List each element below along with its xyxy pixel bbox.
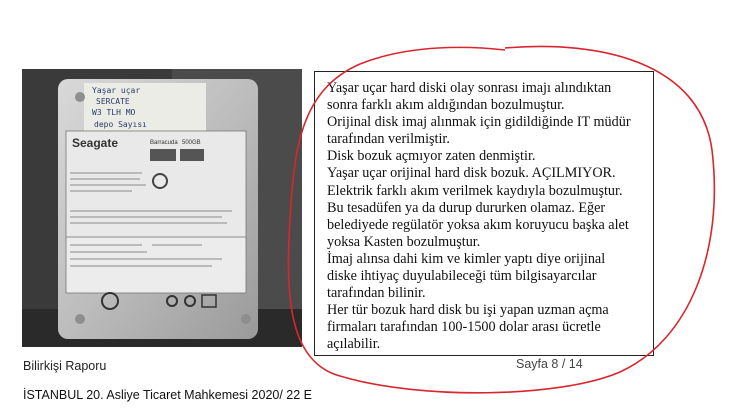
page-number: Sayfa 8 / 14	[516, 357, 583, 371]
text-line: Orijinal disk imaj alınmak için gidildiğinde IT müdür	[327, 114, 631, 131]
brand-logo: Seagate	[72, 136, 119, 150]
text-line: Her tür bozuk hard disk bu işi yapan uzman açma	[327, 302, 609, 319]
text-line: yoksa Kasten bozulmuştur.	[327, 233, 481, 250]
sticker-line-2: SERCATE	[96, 97, 130, 106]
annotation-textbox	[314, 71, 654, 356]
text-line: Yaşar uçar orijinal hard disk bozuk. AÇILMIYOR.	[327, 165, 616, 182]
sticker-line-3: W3 TLH MO	[92, 108, 136, 117]
report-caption: Bilirkişi Raporu	[23, 359, 107, 373]
text-line: Elektrik farklı akım verilmek kaydıyla bozulmuştur.	[327, 182, 623, 199]
court-footer: İSTANBUL 20. Asliye Ticaret Mahkemesi 2020/ 22 E	[23, 388, 313, 402]
model-label: Barracuda	[150, 140, 178, 146]
text-line: Disk bozuk açmıyor zaten denmiştir.	[327, 148, 536, 165]
text-line: İmaj alınsa dahi kim ve kimler yaptı diye orijinal	[327, 250, 606, 267]
sticker-line-4: depo Sayısı	[94, 120, 147, 129]
hard-disk-photo	[22, 69, 302, 347]
text-line: tarafından bilinir.	[327, 285, 426, 302]
text-line: tarafından verilmiştir.	[327, 131, 450, 148]
capacity-label: 500GB	[182, 140, 201, 146]
text-line: sonra farklı akım aldığından bozulmuştur.	[327, 97, 565, 114]
text-line: açılabilir.	[327, 336, 381, 353]
sticker-line-1: Yaşar uçar	[92, 86, 141, 95]
text-line: belediyede regülatör yoksa akım koruyucu başka alet	[327, 216, 629, 233]
text-line: diske ihtiyaç duyulabileceği tüm bilgisayarcılar	[327, 268, 597, 285]
text-line: firmaları tarafından 100-1500 dolar arası ücretle	[327, 319, 601, 336]
text-line: Bu tesadüfen ya da durup dururken olamaz. Eğer	[327, 199, 606, 216]
text-line: Yaşar uçar hard diski olay sonrası imajı alındıktan	[327, 80, 612, 96]
hard-disk-illustration	[22, 69, 302, 347]
